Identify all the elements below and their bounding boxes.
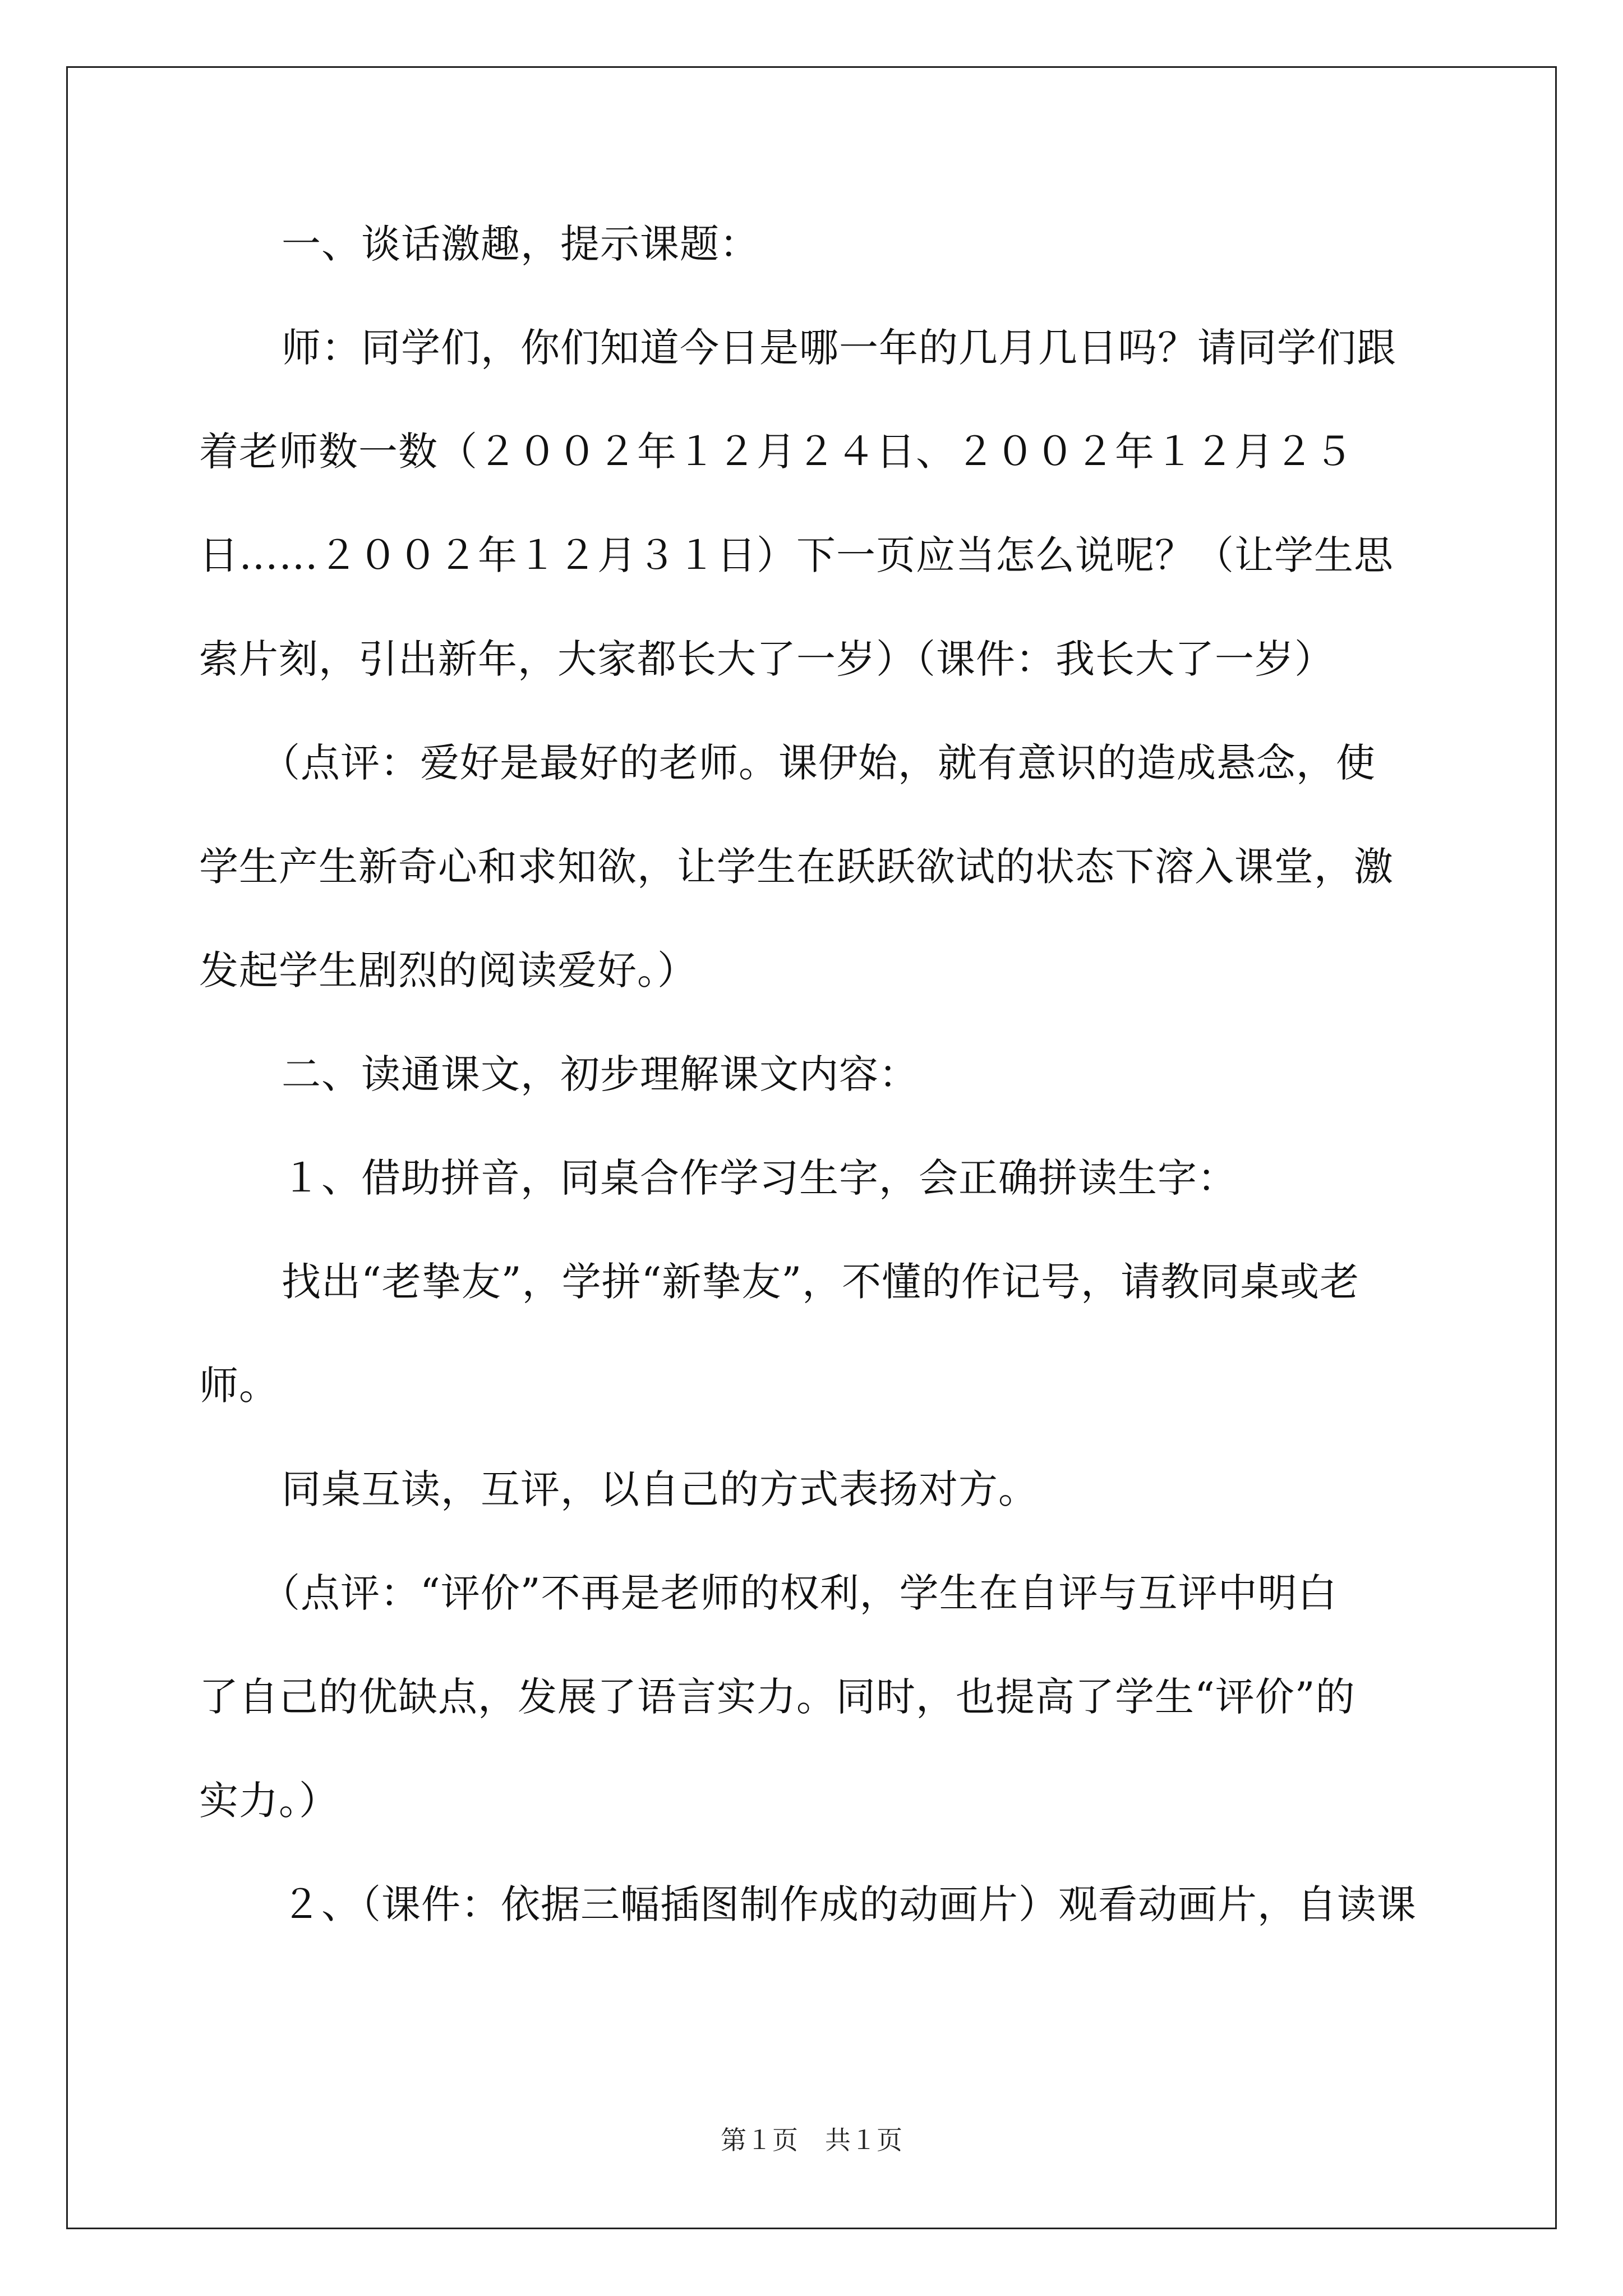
step-line: ２、（课件：依据三幅插图制作成的动画片）观看动画片，自读课 [282,1881,1417,1927]
paragraph-line: 日……２００２年１２月３１日）下一页应当怎么说呢？（让学生思 [199,532,1394,578]
page-total: 共１页 [825,2125,902,2155]
page-number: 第１页 [721,2125,798,2155]
paragraph-line: 着老师数一数（２００２年１２月２４日、２００２年１２月２５ [199,429,1354,475]
step-line: １、借助拼音，同桌合作学习生字，会正确拼读生字： [282,1155,1237,1201]
page-footer [0,2123,1623,2157]
section-heading-2: 二、读通课文，初步理解课文内容： [282,1051,919,1097]
paragraph-line: 找出“老挚友”，学拼“新挚友”，不懂的作记号，请教同桌或老 [282,1259,1360,1305]
paragraph-line: 师。 [199,1363,279,1409]
paragraph-line: 索片刻，引出新年，大家都长大了一岁）（课件：我长大了一岁） [199,636,1334,682]
paragraph-line: 师：同学们，你们知道今日是哪一年的几月几日吗？请同学们跟 [282,325,1396,371]
comment-line: （点评：“评价”不再是老师的权利，学生在自评与互评中明白 [261,1570,1338,1616]
comment-line: 实力。） [199,1778,339,1824]
comment-line: 发起学生剧烈的阅读爱好。） [199,947,697,993]
comment-line: 了自己的优缺点，发展了语言实力。同时，也提高了学生“评价”的 [199,1674,1355,1720]
comment-line: 学生产生新奇心和求知欲，让学生在跃跃欲试的状态下溶入课堂，激 [199,844,1394,890]
paragraph-line: 同桌互读，互评，以自己的方式表扬对方。 [282,1466,1038,1512]
comment-line: （点评：爱好是最好的老师。课伊始，就有意识的造成悬念，使 [261,740,1376,786]
section-heading-1: 一、谈话激趣，提示课题： [282,221,759,267]
